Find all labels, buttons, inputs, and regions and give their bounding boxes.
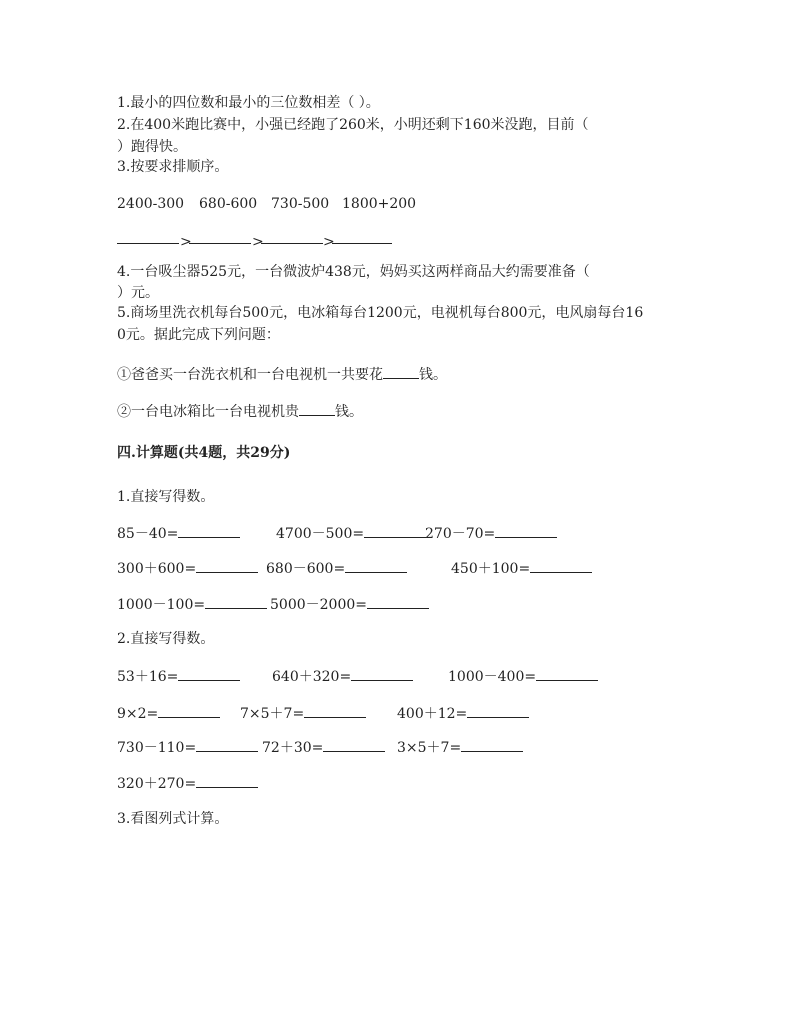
question-4-line-1: 4.一台吸尘器525元，一台微波炉438元，妈妈买这两样商品大约需要准备（	[117, 264, 590, 280]
answer-blank[interactable]	[323, 737, 385, 752]
answer-blank[interactable]	[304, 703, 366, 718]
answer-blank[interactable]	[205, 594, 267, 609]
answer-blank[interactable]	[461, 737, 523, 752]
order-blank-1[interactable]	[117, 243, 179, 244]
question-5-line-2: 0元。据此完成下列问题：	[117, 327, 280, 343]
calc-1-item	[117, 558, 258, 579]
calc-expression: 3×5＋7=	[397, 740, 462, 756]
calc-1-item	[117, 594, 267, 615]
calc-expression: 5000－2000=	[270, 597, 367, 613]
calc-expression: 450＋100=	[451, 561, 531, 577]
calc-expression: 680－600=	[266, 561, 346, 577]
calc-1-item	[276, 523, 426, 544]
calc-expression: 320＋270=	[117, 776, 197, 792]
calc-expression: 1000－400=	[448, 669, 537, 685]
question-2-line-1: 2.在400米跑比赛中，小强已经跑了260米，小明还剩下160米没跑，目前（	[117, 117, 589, 133]
order-expression-1: 2400-300	[117, 196, 185, 212]
calc-expression: 730－110=	[117, 740, 197, 756]
calc-expression: 85－40=	[117, 526, 179, 542]
answer-blank[interactable]	[196, 737, 258, 752]
order-expression-2: 680-600	[199, 196, 258, 212]
calc-expression: 400＋12=	[397, 706, 468, 722]
calc-expression: 4700－500=	[276, 526, 365, 542]
sub-2-suffix: 钱。	[335, 404, 363, 420]
calc-2-title: 2.直接写得数。	[117, 631, 215, 647]
answer-blank[interactable]	[345, 558, 407, 573]
calc-1-item	[270, 594, 429, 615]
calc-expression: 270－70=	[425, 526, 496, 542]
answer-blank[interactable]	[351, 666, 413, 681]
calc-2-item	[117, 773, 258, 794]
question-4-line-2: ）元。	[117, 285, 159, 301]
calc-2-item	[262, 737, 385, 758]
calc-expression: 7×5＋7=	[240, 706, 305, 722]
sub-2-text: ②一台电冰箱比一台电视机贵	[117, 404, 299, 420]
calc-1-title: 1.直接写得数。	[117, 489, 215, 505]
answer-blank[interactable]	[196, 558, 258, 573]
greater-than-3: >	[323, 234, 335, 250]
calc-2-item	[117, 737, 258, 758]
calc-1-item	[266, 558, 407, 579]
calc-2-item	[448, 666, 598, 687]
calc-expression: 72＋30=	[262, 740, 324, 756]
calc-2-item	[240, 703, 366, 724]
question-3: 3.按要求排顺序。	[117, 159, 229, 175]
calc-expression: 9×2=	[117, 706, 159, 722]
calc-2-item	[397, 737, 523, 758]
sub-1-text: ①爸爸买一台洗衣机和一台电视机一共要花	[117, 367, 383, 383]
calc-2-item	[272, 666, 413, 687]
answer-blank[interactable]	[467, 703, 529, 718]
sub-1-suffix: 钱。	[419, 367, 447, 383]
calc-2-item	[117, 703, 220, 724]
question-2-line-2: ）跑得快。	[117, 139, 187, 155]
question-5-sub-1	[117, 364, 447, 385]
calc-expression: 640＋320=	[272, 669, 352, 685]
calc-2-item	[117, 666, 240, 687]
answer-blank[interactable]	[536, 666, 598, 681]
question-5-sub-2	[117, 401, 363, 422]
order-answer-row	[117, 232, 397, 252]
order-expression-4: 1800+200	[342, 196, 417, 212]
greater-than-1: >	[180, 234, 192, 250]
order-expression-3: 730-500	[271, 196, 330, 212]
calc-1-item	[117, 523, 240, 544]
calc-expression: 53＋16=	[117, 669, 179, 685]
answer-blank[interactable]	[530, 558, 592, 573]
answer-blank[interactable]	[178, 523, 240, 538]
question-5-line-1: 5.商场里洗衣机每台500元，电冰箱每台1200元，电视机每台800元，电风扇每台16	[117, 305, 644, 321]
answer-blank[interactable]	[364, 523, 426, 538]
answer-blank[interactable]	[158, 703, 220, 718]
answer-blank[interactable]	[495, 523, 557, 538]
calc-expression: 1000－100=	[117, 597, 206, 613]
order-blank-3[interactable]	[261, 243, 323, 244]
calc-2-item	[397, 703, 529, 724]
answer-blank[interactable]	[178, 666, 240, 681]
order-blank-2[interactable]	[189, 243, 251, 244]
sub-2-blank[interactable]	[299, 401, 335, 416]
calc-1-item	[451, 558, 592, 579]
answer-blank[interactable]	[196, 773, 258, 788]
calc-3-title: 3.看图列式计算。	[117, 811, 229, 827]
sub-1-blank[interactable]	[383, 364, 419, 379]
order-blank-4[interactable]	[332, 243, 392, 244]
calc-1-item	[425, 523, 557, 544]
calc-expression: 300＋600=	[117, 561, 197, 577]
answer-blank[interactable]	[367, 594, 429, 609]
greater-than-2: >	[252, 234, 264, 250]
question-1: 1.最小的四位数和最小的三位数相差（ ）。	[117, 95, 380, 111]
section-title: 四.计算题(共4题，共29分)	[117, 445, 291, 461]
